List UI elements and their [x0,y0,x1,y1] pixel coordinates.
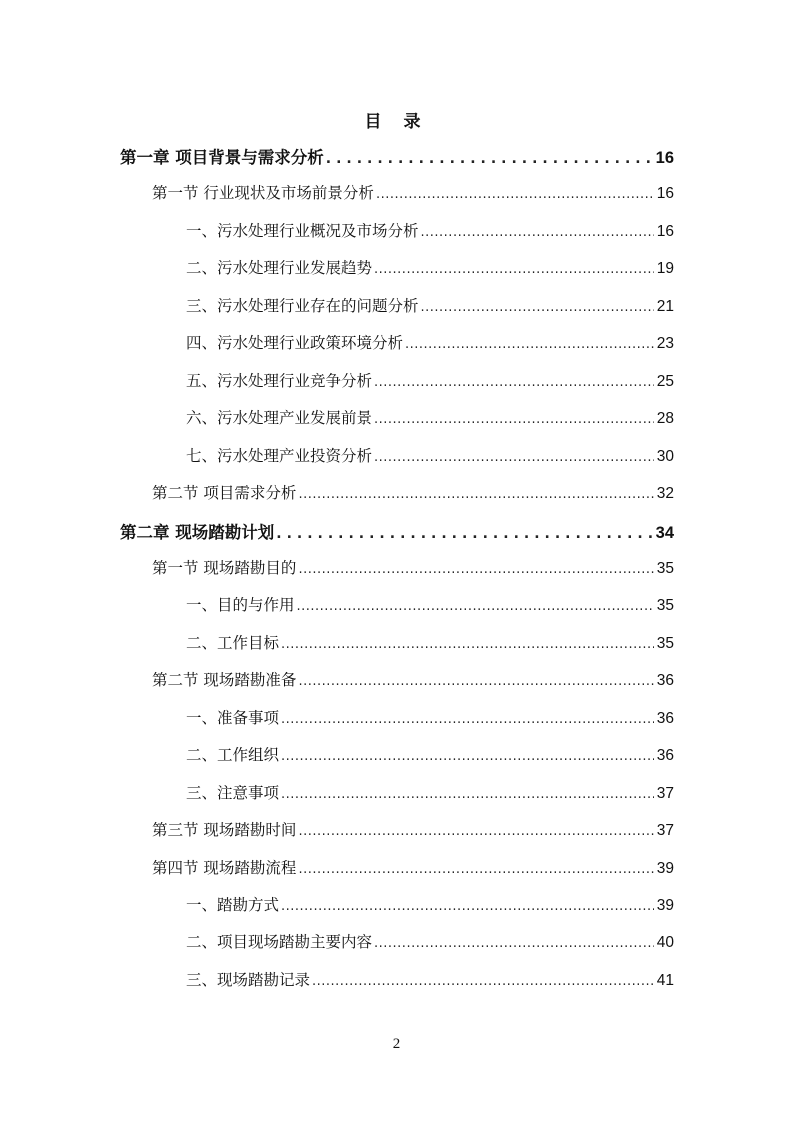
toc-entry-label: 第一章 项目背景与需求分析 [120,148,324,167]
dot-leader [376,187,654,202]
toc-entry[interactable] [186,219,674,245]
dot-leader [405,337,654,352]
toc-entry[interactable] [186,706,674,732]
toc-entry-page: 35 [656,634,674,652]
toc-entry[interactable] [152,856,674,882]
toc-entry-page: 35 [656,559,674,577]
toc-entry-label: 二、工作目标 [186,633,280,652]
dot-leader [281,787,654,802]
toc-entry-page: 36 [656,747,674,765]
toc-entry-page: 39 [656,897,674,914]
toc-entry[interactable] [186,256,674,282]
toc-entry-label: 五、污水处理行业竞争分析 [186,371,373,390]
toc-entry-page: 21 [656,297,674,315]
toc-entry-page: 16 [656,185,674,203]
toc-entry-page: 28 [656,410,674,428]
toc-entry-label: 二、污水处理行业发展趋势 [186,259,373,278]
toc-entry-page: 19 [656,260,674,278]
toc-entry-page: 37 [656,784,674,802]
dot-leader [298,862,653,877]
toc-entry-label: 六、污水处理产业发展前景 [186,409,373,428]
page-number: 2 [392,1036,401,1052]
toc-entry[interactable] [120,519,674,545]
dot-leader [374,936,654,951]
toc-entry-label: 二、项目现场踏勘主要内容 [186,933,373,952]
dot-leader [374,375,654,390]
dot-leader [281,749,654,764]
toc-entry-label: 七、污水处理产业投资分析 [186,446,373,465]
toc-entry-page: 41 [656,971,674,989]
toc-entry-label: 一、污水处理行业概况及市场分析 [186,221,419,240]
toc-entry-page: 35 [656,597,674,615]
toc-entry-page: 37 [656,822,674,840]
dot-leader [281,637,654,652]
toc-entry-page: 36 [656,672,674,690]
toc-entry-page: 40 [656,934,674,952]
toc-entry-page: 16 [655,149,674,167]
toc-entry-label: 第二章 现场踏勘计划 [120,522,275,542]
toc-title: 目 录 [364,112,429,132]
toc-entry-label: 第一节 行业现状及市场前景分析 [152,184,374,203]
dot-leader [421,300,654,315]
toc-entry[interactable] [152,818,674,844]
toc-entry-label: 第四节 现场踏勘流程 [152,858,297,877]
toc-entry-page: 23 [656,335,674,353]
toc-entry-page: 30 [656,447,674,465]
dot-leader [298,562,653,577]
toc-entry-label: 第三节 现场踏勘时间 [152,821,297,840]
toc-entry-page: 34 [655,523,674,542]
toc-entry-label: 一、踏勘方式 [186,896,280,914]
dot-leader [298,824,653,839]
toc-entry-label: 四、污水处理行业政策环境分析 [186,334,404,353]
toc-entry-page: 39 [656,859,674,877]
dot-leader [276,526,652,542]
toc-entry-label: 三、现场踏勘记录 [186,970,311,989]
toc-entry-label: 一、准备事项 [186,708,280,727]
dot-leader [374,412,654,427]
dot-leader [326,151,653,167]
toc-entry[interactable] [186,781,674,807]
toc-entry[interactable] [186,331,674,357]
toc-entry[interactable] [186,444,674,470]
toc-entry[interactable] [186,631,674,657]
toc-entry[interactable] [152,556,674,582]
toc-entry[interactable] [152,181,674,207]
dot-leader [374,450,654,465]
toc-entry[interactable] [186,406,674,432]
toc-entry-page: 32 [656,485,674,503]
toc-entry[interactable] [186,743,674,769]
dot-leader [374,262,654,277]
toc-entry-label: 三、注意事项 [186,783,280,802]
toc-entry[interactable] [186,369,674,395]
dot-leader [281,712,654,727]
toc-entry[interactable] [186,893,674,919]
toc-entry-label: 第一节 现场踏勘目的 [152,558,297,577]
toc-entry[interactable] [186,294,674,320]
toc-entry[interactable] [120,144,674,170]
dot-leader [298,674,653,689]
toc-entry[interactable] [186,593,674,619]
dot-leader [281,899,654,914]
toc-entry-label: 三、污水处理行业存在的问题分析 [186,296,419,315]
toc-entry[interactable] [186,930,674,956]
toc-entry[interactable] [186,968,674,994]
toc-entry[interactable] [152,481,674,507]
toc-entry-label: 第二节 项目需求分析 [152,484,297,503]
dot-leader [421,225,654,240]
toc-entry-label: 第二节 现场踏勘准备 [152,671,297,690]
toc-entry-page: 36 [656,709,674,727]
toc-entry[interactable] [152,668,674,694]
dot-leader [297,599,654,614]
dot-leader [298,487,653,502]
toc-entry-page: 25 [656,372,674,390]
toc-entry-label: 二、工作组织 [186,746,280,765]
toc-entry-page: 16 [656,222,674,240]
dot-leader [312,974,654,989]
toc-entry-label: 一、目的与作用 [186,596,295,615]
